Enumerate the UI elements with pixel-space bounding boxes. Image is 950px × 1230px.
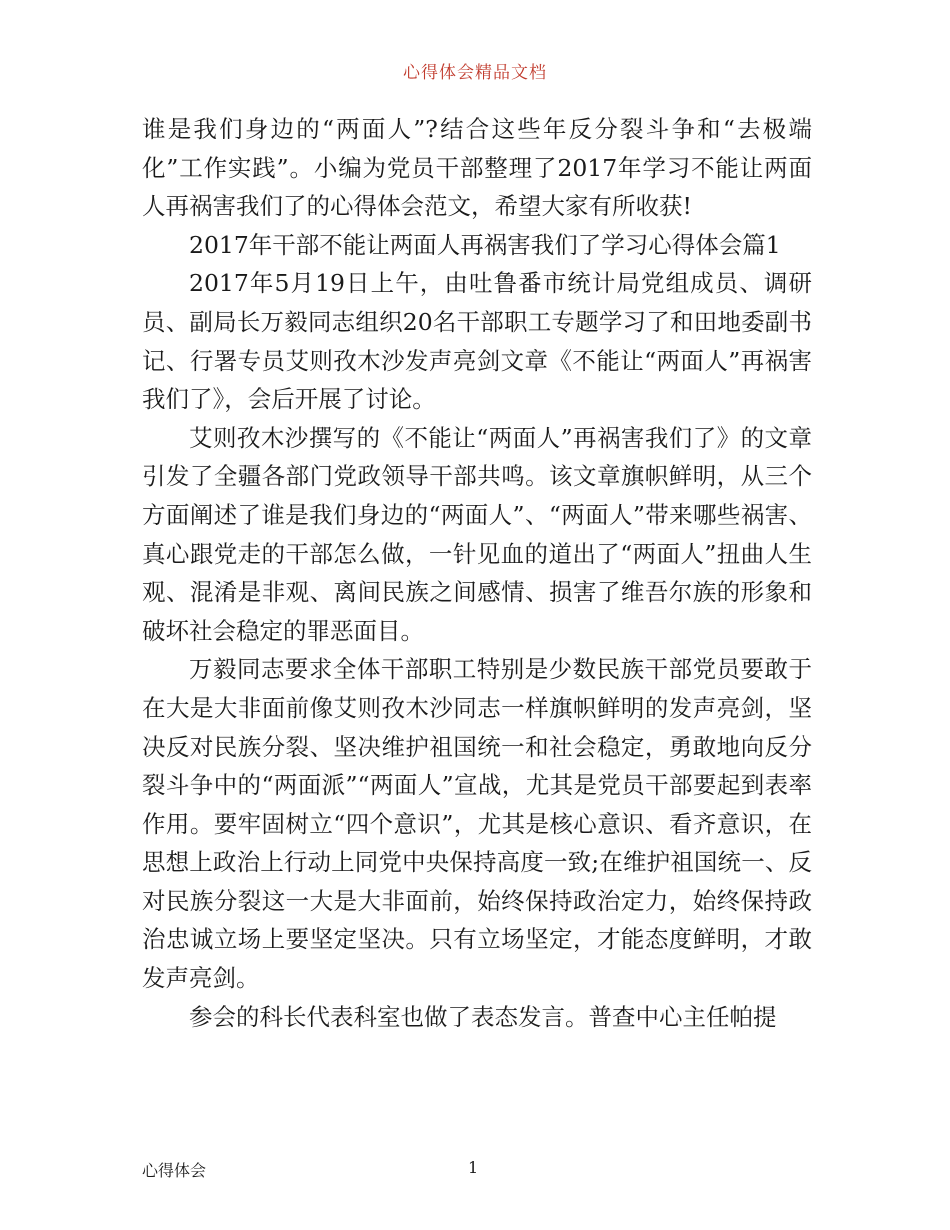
paragraph-speech: 参会的科长代表科室也做了表态发言。普查中心主任帕提 bbox=[189, 1002, 777, 1031]
page-header-title: 心得体会精品文档 bbox=[403, 63, 547, 83]
footer-label: 心得体会 bbox=[142, 1161, 207, 1180]
document-body bbox=[142, 110, 812, 1036]
paragraph-meeting: 2017年5月19日上午，由吐鲁番市统计局党组成员、调研员、副局长万毅同志组织20名干部职工专题学习了和田地委副书记、行署专员艾则孜木沙发声亮剑文章《不能让“两面人”再祸害我们了》，会后开展了讨论。 bbox=[142, 269, 812, 414]
paragraph-requirements: 万毅同志要求全体干部职工特别是少数民族干部党员要敢于在大是大非面前像艾则孜木沙同志一样旗帜鲜明的发声亮剑，坚决反对民族分裂、坚决维护祖国统一和社会稳定，勇敢地向反分裂斗争中的“两面派”“两面人”宣战，尤其是党员干部要起到表率作用。要牢固树立“四个意识”，尤其是核心意识、看齐意识，在思想上政治上行动上同党中央保持高度一致;在维护祖国统一、反对民族分裂这一大是大非面前，始终保持政治定力，始终保持政治忠诚立场上要坚定坚决。只有立场坚定，才能态度鲜明，才敢发声亮剑。 bbox=[142, 655, 812, 993]
paragraph-section-heading: 2017年干部不能让两面人再祸害我们了学习心得体会篇1 bbox=[189, 230, 781, 259]
paragraph-intro: 谁是我们身边的“两面人”?结合这些年反分裂斗争和“去极端化”工作实践”。小编为党员干部整理了2017年学习不能让两面人再祸害我们了的心得体会范文，希望大家有所收获! bbox=[142, 115, 812, 221]
paragraph-article: 艾则孜木沙撰写的《不能让“两面人”再祸害我们了》的文章引发了全疆各部门党政领导干部共鸣。该文章旗帜鲜明，从三个方面阐述了谁是我们身边的“两面人”、“两面人”带来哪些祸害、真心跟党走的干部怎么做，一针见血的道出了“两面人”扭曲人生观、混淆是非观、离间民族之间感情、损害了维吾尔族的形象和破坏社会稳定的罪恶面目。 bbox=[142, 423, 812, 645]
page-number: 1 bbox=[468, 1158, 479, 1177]
